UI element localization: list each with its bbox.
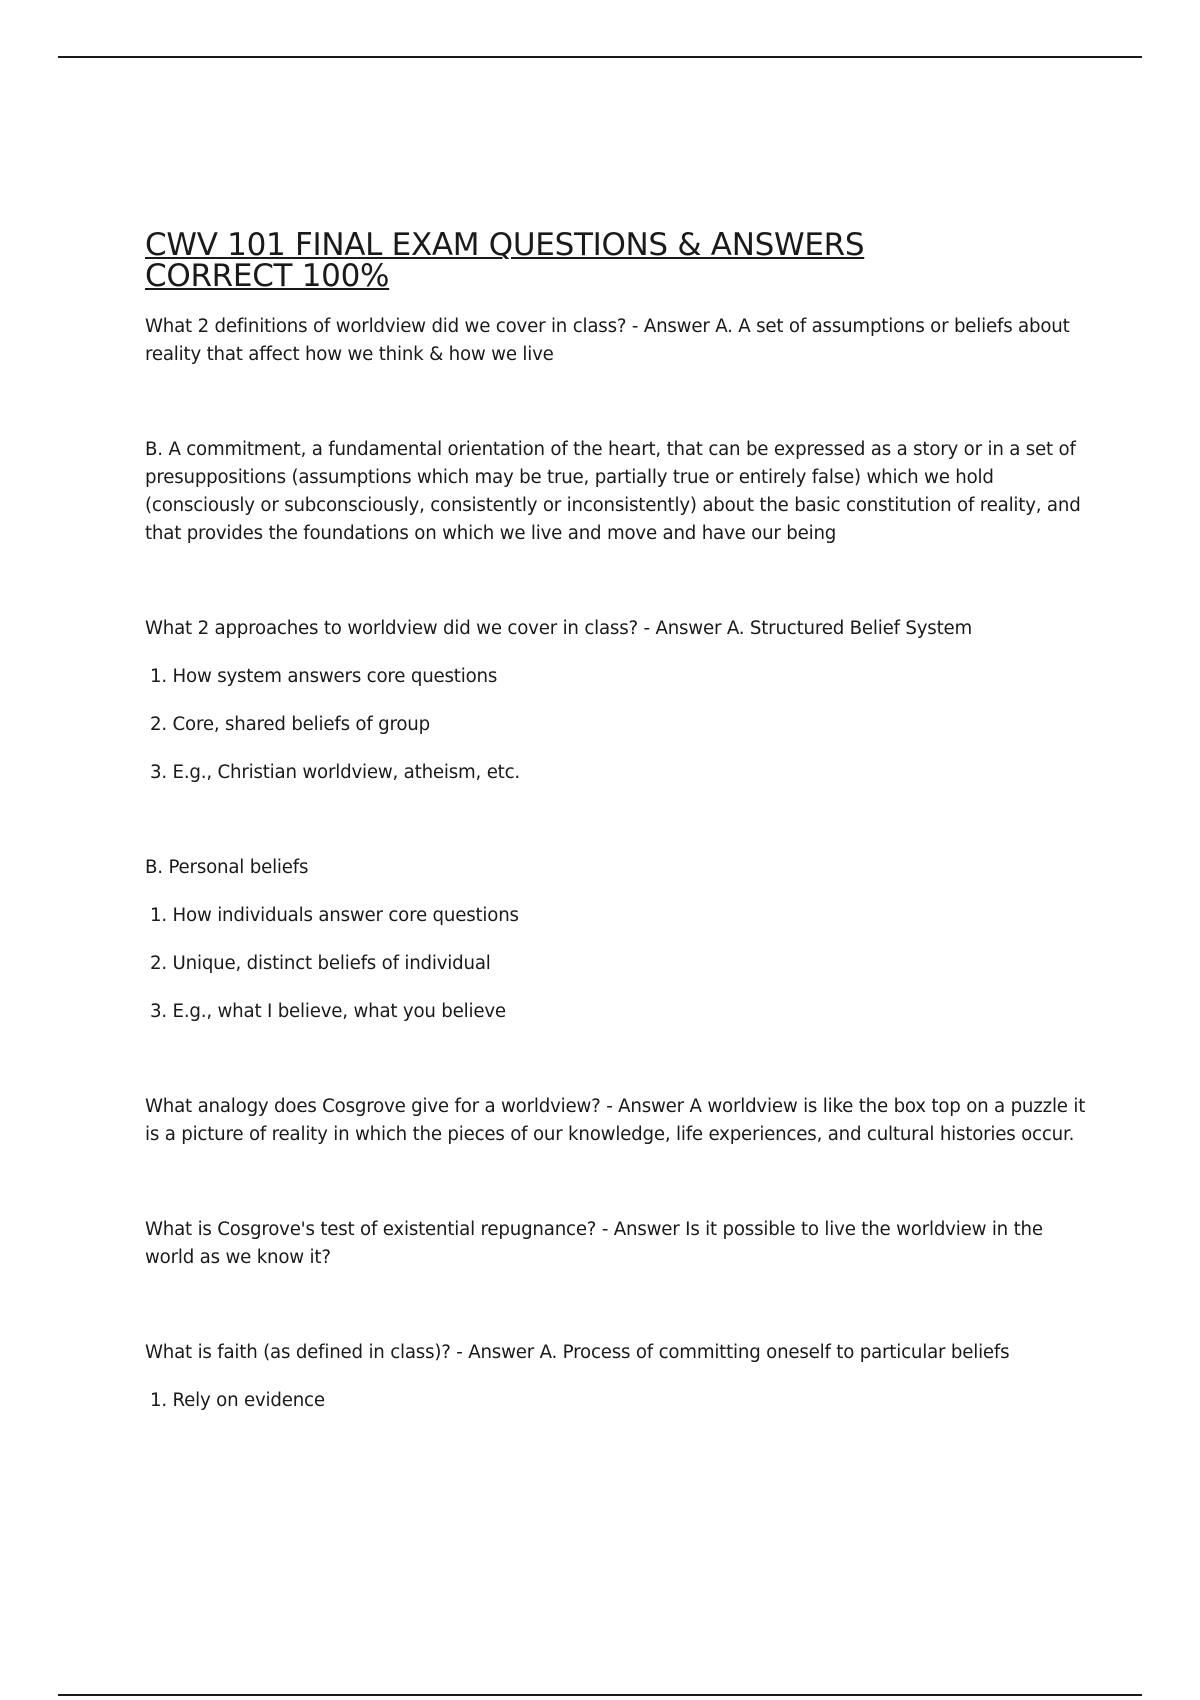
question-2-answer-b: B. Personal beliefs [145,857,309,878]
question-3: What analogy does Cosgrove give for a worldview? - Answer A worldview is like the box top on a puzzle it is a picture of reality in which the pieces of our knowledge, life experiences, and cultural histories occur. [145,1096,1086,1145]
list-item: 1. How system answers core questions [150,666,498,687]
list-item: 3. E.g., Christian worldview, atheism, etc. [150,762,520,783]
list-item: 3. E.g., what I believe, what you believe [150,1001,506,1022]
question-5: What is faith (as defined in class)? - Answer A. Process of committing oneself to particular beliefs [145,1342,1010,1363]
question-1-answer-b: B. A commitment, a fundamental orientation of the heart, that can be expressed as a story or in a set of presuppositions (assumptions which may be true, partially true or entirely false) which we hold (consciously or subconsciously, consistently or inconsistently) about the basic constitution of reality, and that provides the foundations on which we live and move and have our being [145,439,1081,544]
document-body [145,227,1090,1415]
title-line-1: CWV 101 FINAL EXAM QUESTIONS & ANSWERS [145,227,865,263]
header-rule [58,56,1142,58]
list-item: 2. Core, shared beliefs of group [150,714,430,735]
question-4: What is Cosgrove's test of existential repugnance? - Answer Is it possible to live the worldview in the world as we know it? [145,1219,1043,1268]
question-2: What 2 approaches to worldview did we cover in class? - Answer A. Structured Belief System [145,618,973,639]
footer-rule [58,1694,1142,1696]
question-1: What 2 definitions of worldview did we cover in class? - Answer A. A set of assumptions or beliefs about reality that affect how we think & how we live [145,316,1070,365]
list-item: 1. Rely on evidence [150,1390,325,1411]
title-line-2: CORRECT 100% [145,258,390,294]
document-title [145,227,1090,294]
list-item: 2. Unique, distinct beliefs of individual [150,953,491,974]
list-item: 1. How individuals answer core questions [150,905,519,926]
